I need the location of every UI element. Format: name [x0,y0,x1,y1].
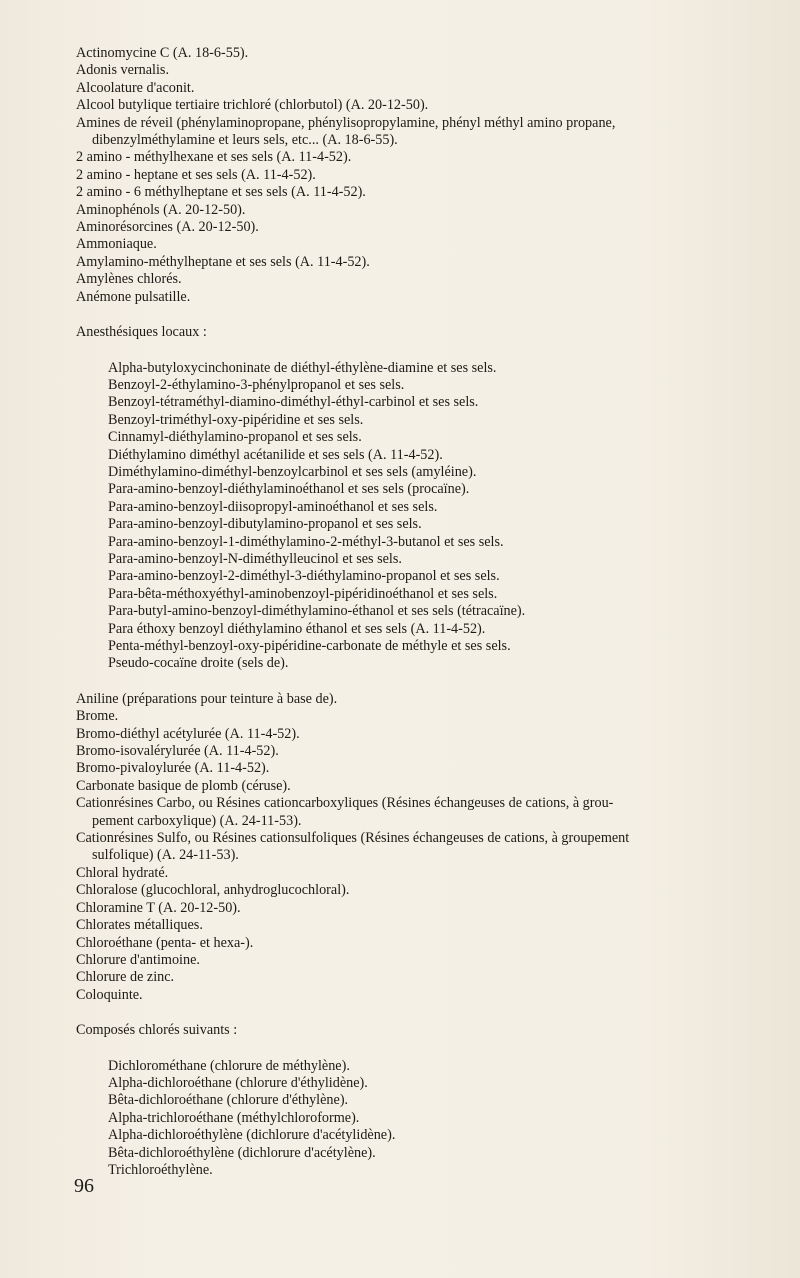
list-line: Bromo-diéthyl acétylurée (A. 11-4-52). [76,725,300,742]
list-line: Alpha-butyloxycinchoninate de diéthyl-éthylène-diamine et ses sels. [108,359,497,376]
list-line: Chlorure de zinc. [76,969,175,986]
list-line: Diméthylamino-diméthyl-benzoylcarbinol et ses sels (amyléine). [108,463,477,480]
list-line: Benzoyl-triméthyl-oxy-pipéridine et ses sels. [108,411,364,428]
list-line: Penta-méthyl-benzoyl-oxy-pipéridine-carbonate de méthyle et ses sels. [108,638,511,654]
list-line: Chloroéthane (penta- et hexa-). [76,934,254,951]
list-line: Cationrésines Carbo, ou Résines cationcarboxyliques (Résines échangeuses de cations, à grou- [76,795,614,812]
list-line: Para-amino-benzoyl-diéthylaminoéthanol et ses sels (procaïne). [108,481,470,498]
spacer [76,1040,776,1058]
list-line: Chloralose (glucochloral, anhydroglucochloral). [76,882,350,899]
list-line: pement carboxylique) (A. 24-11-53). [92,812,302,829]
list-line: Para-bêta-méthoxyéthyl-aminobenzoyl-pipéridinoéthanol et ses sels. [108,585,498,602]
list-line: Adonis vernalis. [76,62,169,79]
list-line: Coloquinte. [76,986,143,1003]
list-line: Cinnamyl-diéthylamino-propanol et ses sels. [108,429,362,446]
list-line: Para éthoxy benzoyl diéthylamino éthanol et ses sels (A. 11-4-52). [108,620,486,637]
list-line: Para-amino-benzoyl-N-diméthylleucinol et ses sels. [108,550,402,567]
list-line: Alpha-trichloroéthane (méthylchloroforme). [108,1109,360,1126]
list-line: Chlorates métalliques. [76,917,203,934]
list-line: Amylamino-méthylheptane et ses sels (A. 11-4-52). [76,253,370,270]
list-line: Dichlorométhane (chlorure de méthylène). [108,1057,350,1074]
spacer [76,673,776,691]
list-line: Bromo-pivaloylurée (A. 11-4-52). [76,760,270,777]
list-line: Alpha-dichloroéthylène (dichlorure d'acétylidène). [108,1127,396,1144]
list-line: Alcool butylique tertiaire trichloré (chlorbutol) (A. 20-12-50). [76,97,429,114]
list-line: Trichloroéthylène. [108,1161,213,1178]
substance-list-b [76,691,776,1004]
list-line: Brome. [76,708,119,725]
list-line: Cationrésines Sulfo, ou Résines cationsulfoliques (Résines échangeuses de cations, à groupement [76,830,630,847]
list-line: Para-amino-benzoyl-1-diméthylamino-2-méthyl-3-butanol et ses sels. [108,533,504,550]
spacer [76,1004,776,1022]
list-line: dibenzylméthylamine et leurs sels, etc... (A. 18-6-55). [92,132,398,149]
list-line: Chlorure d'antimoine. [76,951,200,968]
spacer [76,342,776,360]
list-line: Benzoyl-2-éthylamino-3-phénylpropanol et ses sels. [108,376,405,393]
list-line: Anémone pulsatille. [76,288,191,305]
document-text [76,45,776,1179]
list-line: Chloral hydraté. [76,864,169,881]
list-line: Amines de réveil (phénylaminopropane, phénylisopropylamine, phényl méthyl amino propane, [76,114,616,131]
list-line: Pseudo-cocaïne droite (sels de). [108,655,289,672]
list-line: Chloramine T (A. 20-12-50). [76,899,241,916]
anesthetics-list [76,360,776,673]
list-line: Amylènes chlorés. [76,271,182,288]
list-line: Actinomycine C (A. 18-6-55). [76,45,249,61]
list-line: 2 amino - heptane et ses sels (A. 11-4-52). [76,166,316,183]
list-line: Para-amino-benzoyl-diisopropyl-aminoéthanol et ses sels. [108,498,438,515]
list-line: Aminophénols (A. 20-12-50). [76,201,246,218]
list-line: Para-amino-benzoyl-dibutylamino-propanol et ses sels. [108,516,422,533]
list-line: Aniline (préparations pour teinture à base de). [76,690,338,707]
list-line: 2 amino - 6 méthylheptane et ses sels (A. 11-4-52). [76,184,366,201]
list-line: Alcoolature d'aconit. [76,79,195,96]
list-line: Bêta-dichloroéthane (chlorure d'éthylène). [108,1092,349,1109]
list-line: Bêta-dichloroéthylène (dichlorure d'acétylène). [108,1144,376,1161]
substance-list-a [76,45,776,306]
section-heading-anesthetics: Anesthésiques locaux : [76,324,207,341]
chlorinated-list [76,1058,776,1180]
section-heading-chlorinated: Composés chlorés suivants : [76,1022,238,1039]
spacer [76,306,776,324]
list-line: Benzoyl-tétraméthyl-diamino-diméthyl-éthyl-carbinol et ses sels. [108,394,479,411]
list-line: Bromo-isovalérylurée (A. 11-4-52). [76,743,279,760]
list-line: Ammoniaque. [76,236,157,253]
list-line: Para-butyl-amino-benzoyl-diméthylamino-éthanol et ses sels (tétracaïne). [108,603,526,620]
list-line: sulfolique) (A. 24-11-53). [92,847,239,864]
list-line: 2 amino - méthylhexane et ses sels (A. 11-4-52). [76,149,352,166]
page-number: 96 [74,1175,94,1197]
list-line: Diéthylamino diméthyl acétanilide et ses sels (A. 11-4-52). [108,446,443,463]
list-line: Carbonate basique de plomb (céruse). [76,777,291,794]
list-line: Alpha-dichloroéthane (chlorure d'éthylidène). [108,1074,368,1091]
list-line: Para-amino-benzoyl-2-diméthyl-3-diéthylamino-propanol et ses sels. [108,568,500,585]
list-line: Aminorésorcines (A. 20-12-50). [76,219,259,236]
